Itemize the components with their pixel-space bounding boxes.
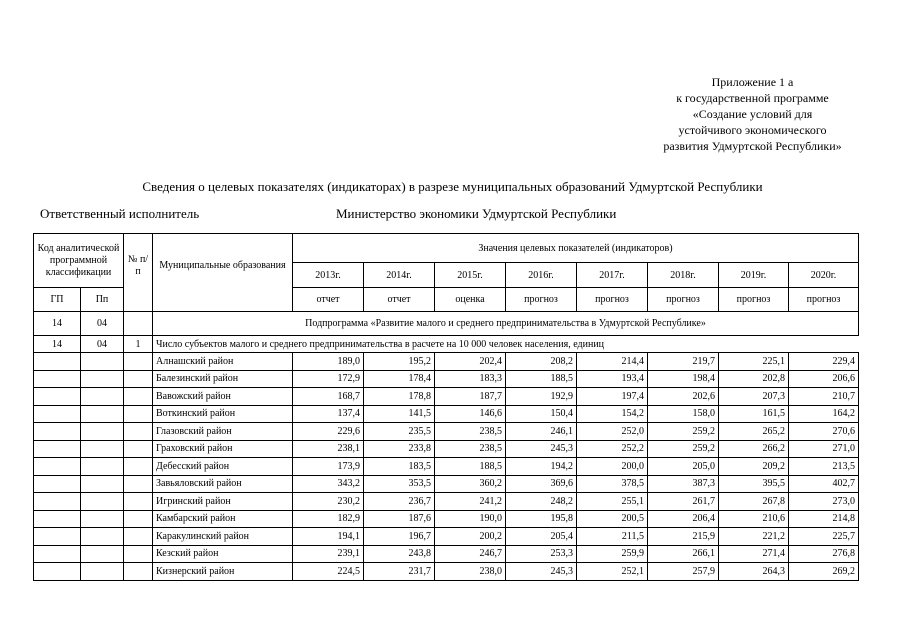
value-cell: 252,2 — [577, 440, 648, 458]
value-cell: 197,4 — [577, 388, 648, 406]
value-cell: 248,2 — [506, 493, 577, 511]
value-cell: 233,8 — [364, 440, 435, 458]
empty-cell — [81, 405, 124, 423]
municipality-name: Кезский район — [153, 545, 293, 563]
pp-cell: 04 — [81, 336, 124, 353]
empty-cell — [124, 493, 153, 511]
gp-cell: 14 — [34, 312, 81, 336]
value-cell: 210,7 — [789, 388, 859, 406]
value-cell: 178,4 — [364, 370, 435, 388]
value-cell: 200,2 — [435, 528, 506, 546]
indicator-title: Число субъектов малого и среднего предпринимательства в расчете на 10 000 человек населения, единиц — [153, 336, 859, 353]
document-title: Сведения о целевых показателях (индикаторах) в разрезе муниципальных образований Удмуртской Республики — [142, 179, 763, 194]
municipality-name: Алнашский район — [153, 353, 293, 371]
empty-cell — [81, 458, 124, 476]
value-type-header: прогноз — [506, 288, 577, 312]
year-header: 2019г. — [719, 263, 789, 288]
header-pp: Пп — [81, 288, 124, 312]
value-cell: 202,6 — [648, 388, 719, 406]
municipality-name: Глазовский район — [153, 423, 293, 441]
value-cell: 245,3 — [506, 440, 577, 458]
value-cell: 202,8 — [719, 370, 789, 388]
empty-cell — [81, 440, 124, 458]
value-cell: 188,5 — [506, 370, 577, 388]
value-cell: 137,4 — [293, 405, 364, 423]
value-cell: 214,4 — [577, 353, 648, 371]
appendix-line: устойчивого экономического — [678, 123, 827, 137]
indicator-row — [34, 336, 859, 353]
value-cell: 271,4 — [719, 545, 789, 563]
value-cell: 161,5 — [719, 405, 789, 423]
value-cell: 252,1 — [577, 563, 648, 581]
value-cell: 255,1 — [577, 493, 648, 511]
header-num: № п/п — [124, 234, 153, 312]
table-row — [34, 493, 859, 511]
municipality-name: Дебесский район — [153, 458, 293, 476]
year-header: 2013г. — [293, 263, 364, 288]
value-cell: 187,6 — [364, 510, 435, 528]
value-cell: 187,7 — [435, 388, 506, 406]
empty-cell — [124, 440, 153, 458]
value-cell: 395,5 — [719, 475, 789, 493]
municipality-name: Воткинский район — [153, 405, 293, 423]
value-type-header: прогноз — [789, 288, 859, 312]
responsible-label: Ответственный исполнитель — [40, 206, 200, 221]
value-cell: 239,1 — [293, 545, 364, 563]
appendix-line: «Создание условий для — [692, 107, 813, 121]
table-row — [34, 510, 859, 528]
value-cell: 213,5 — [789, 458, 859, 476]
value-cell: 214,8 — [789, 510, 859, 528]
value-cell: 276,8 — [789, 545, 859, 563]
year-header: 2015г. — [435, 263, 506, 288]
value-cell: 146,6 — [435, 405, 506, 423]
value-cell: 378,5 — [577, 475, 648, 493]
value-cell: 230,2 — [293, 493, 364, 511]
value-cell: 196,7 — [364, 528, 435, 546]
value-cell: 259,2 — [648, 423, 719, 441]
indicators-table — [33, 233, 859, 581]
empty-cell — [81, 528, 124, 546]
value-cell: 271,0 — [789, 440, 859, 458]
value-cell: 194,2 — [506, 458, 577, 476]
municipality-name: Игринский район — [153, 493, 293, 511]
empty-cell — [81, 370, 124, 388]
empty-cell — [81, 510, 124, 528]
value-cell: 229,4 — [789, 353, 859, 371]
empty-cell — [124, 458, 153, 476]
value-cell: 265,2 — [719, 423, 789, 441]
value-cell: 387,3 — [648, 475, 719, 493]
value-type-header: отчет — [293, 288, 364, 312]
empty-cell — [34, 475, 81, 493]
value-cell: 141,5 — [364, 405, 435, 423]
subprogram-row — [34, 312, 859, 336]
value-cell: 224,5 — [293, 563, 364, 581]
municipality-name: Кизнерский район — [153, 563, 293, 581]
table-row — [34, 440, 859, 458]
empty-cell — [124, 528, 153, 546]
table-row — [34, 458, 859, 476]
value-cell: 211,5 — [577, 528, 648, 546]
empty-cell — [34, 370, 81, 388]
value-cell: 205,0 — [648, 458, 719, 476]
value-cell: 198,4 — [648, 370, 719, 388]
empty-cell — [124, 423, 153, 441]
value-cell: 206,6 — [789, 370, 859, 388]
appendix-line: к государственной программе — [676, 91, 829, 105]
value-cell: 188,5 — [435, 458, 506, 476]
value-cell: 205,4 — [506, 528, 577, 546]
value-cell: 270,6 — [789, 423, 859, 441]
empty-cell — [34, 440, 81, 458]
value-cell: 259,2 — [648, 440, 719, 458]
table-row — [34, 370, 859, 388]
empty-cell — [124, 353, 153, 371]
value-cell: 173,9 — [293, 458, 364, 476]
value-cell: 154,2 — [577, 405, 648, 423]
table-row — [34, 423, 859, 441]
value-type-header: прогноз — [719, 288, 789, 312]
value-cell: 192,9 — [506, 388, 577, 406]
empty-cell — [81, 545, 124, 563]
empty-cell — [81, 475, 124, 493]
value-cell: 343,2 — [293, 475, 364, 493]
value-cell: 172,9 — [293, 370, 364, 388]
empty-cell — [34, 353, 81, 371]
empty-cell — [34, 405, 81, 423]
value-cell: 225,7 — [789, 528, 859, 546]
table-row — [34, 545, 859, 563]
value-type-header: прогноз — [577, 288, 648, 312]
municipality-name: Вавожский район — [153, 388, 293, 406]
value-cell: 273,0 — [789, 493, 859, 511]
empty-cell — [34, 545, 81, 563]
value-cell: 238,1 — [293, 440, 364, 458]
municipality-name: Завьяловский район — [153, 475, 293, 493]
value-cell: 238,0 — [435, 563, 506, 581]
subprogram-title: Подпрограмма «Развитие малого и среднего предпринимательства в Удмуртской Республике» — [153, 312, 859, 336]
value-cell: 353,5 — [364, 475, 435, 493]
value-cell: 158,0 — [648, 405, 719, 423]
value-cell: 195,2 — [364, 353, 435, 371]
municipality-name: Граховский район — [153, 440, 293, 458]
value-cell: 208,2 — [506, 353, 577, 371]
value-cell: 183,3 — [435, 370, 506, 388]
empty-cell — [34, 563, 81, 581]
empty-cell — [34, 423, 81, 441]
municipality-name: Каракулинский район — [153, 528, 293, 546]
empty-cell — [81, 493, 124, 511]
responsible-value: Министерство экономики Удмуртской Республики — [336, 206, 617, 221]
value-cell: 238,5 — [435, 440, 506, 458]
header-gp: ГП — [34, 288, 81, 312]
value-cell: 261,7 — [648, 493, 719, 511]
value-cell: 246,7 — [435, 545, 506, 563]
value-cell: 231,7 — [364, 563, 435, 581]
value-cell: 206,4 — [648, 510, 719, 528]
appendix-line: развития Удмуртской Республики» — [663, 139, 842, 153]
value-cell: 168,7 — [293, 388, 364, 406]
table-row — [34, 388, 859, 406]
value-cell: 267,8 — [719, 493, 789, 511]
header-municipality: Муниципальные образования — [153, 234, 293, 312]
value-cell: 164,2 — [789, 405, 859, 423]
empty-cell — [124, 510, 153, 528]
empty-cell — [81, 423, 124, 441]
num-cell — [124, 312, 153, 336]
value-cell: 182,9 — [293, 510, 364, 528]
num-cell: 1 — [124, 336, 153, 353]
year-header: 2016г. — [506, 263, 577, 288]
value-cell: 193,4 — [577, 370, 648, 388]
value-cell: 402,7 — [789, 475, 859, 493]
value-cell: 225,1 — [719, 353, 789, 371]
appendix-line: Приложение 1 а — [711, 75, 794, 89]
value-cell: 235,5 — [364, 423, 435, 441]
year-header: 2017г. — [577, 263, 648, 288]
municipality-name: Балезинский район — [153, 370, 293, 388]
value-cell: 266,1 — [648, 545, 719, 563]
value-cell: 259,9 — [577, 545, 648, 563]
empty-cell — [34, 388, 81, 406]
empty-cell — [124, 370, 153, 388]
value-cell: 243,8 — [364, 545, 435, 563]
table-row — [34, 528, 859, 546]
value-cell: 253,3 — [506, 545, 577, 563]
value-cell: 241,2 — [435, 493, 506, 511]
table-row — [34, 563, 859, 581]
value-type-header: отчет — [364, 288, 435, 312]
value-cell: 209,2 — [719, 458, 789, 476]
header-code: Код аналитической программной классификации — [34, 234, 124, 288]
table-row — [34, 475, 859, 493]
empty-cell — [124, 388, 153, 406]
value-cell: 210,6 — [719, 510, 789, 528]
empty-cell — [34, 493, 81, 511]
value-cell: 269,2 — [789, 563, 859, 581]
value-cell: 266,2 — [719, 440, 789, 458]
value-cell: 189,0 — [293, 353, 364, 371]
value-cell: 229,6 — [293, 423, 364, 441]
value-cell: 257,9 — [648, 563, 719, 581]
appendix-note — [640, 74, 865, 154]
value-cell: 245,3 — [506, 563, 577, 581]
pp-cell: 04 — [81, 312, 124, 336]
value-cell: 221,2 — [719, 528, 789, 546]
value-cell: 202,4 — [435, 353, 506, 371]
header-values: Значения целевых показателей (индикаторов) — [293, 234, 859, 263]
value-cell: 150,4 — [506, 405, 577, 423]
value-cell: 200,0 — [577, 458, 648, 476]
year-header: 2014г. — [364, 263, 435, 288]
empty-cell — [34, 458, 81, 476]
value-cell: 264,3 — [719, 563, 789, 581]
value-cell: 207,3 — [719, 388, 789, 406]
value-cell: 360,2 — [435, 475, 506, 493]
year-header: 2018г. — [648, 263, 719, 288]
municipality-name: Камбарский район — [153, 510, 293, 528]
value-cell: 219,7 — [648, 353, 719, 371]
empty-cell — [124, 405, 153, 423]
year-header: 2020г. — [789, 263, 859, 288]
empty-cell — [34, 510, 81, 528]
value-cell: 195,8 — [506, 510, 577, 528]
empty-cell — [124, 475, 153, 493]
empty-cell — [34, 528, 81, 546]
empty-cell — [124, 563, 153, 581]
empty-cell — [81, 353, 124, 371]
value-cell: 246,1 — [506, 423, 577, 441]
empty-cell — [81, 388, 124, 406]
value-cell: 238,5 — [435, 423, 506, 441]
value-cell: 183,5 — [364, 458, 435, 476]
value-cell: 369,6 — [506, 475, 577, 493]
value-cell: 200,5 — [577, 510, 648, 528]
value-cell: 236,7 — [364, 493, 435, 511]
value-cell: 178,8 — [364, 388, 435, 406]
empty-cell — [81, 563, 124, 581]
value-type-header: оценка — [435, 288, 506, 312]
table-row — [34, 353, 859, 371]
empty-cell — [124, 545, 153, 563]
value-cell: 194,1 — [293, 528, 364, 546]
table-row — [34, 405, 859, 423]
value-type-header: прогноз — [648, 288, 719, 312]
value-cell: 215,9 — [648, 528, 719, 546]
gp-cell: 14 — [34, 336, 81, 353]
value-cell: 252,0 — [577, 423, 648, 441]
value-cell: 190,0 — [435, 510, 506, 528]
